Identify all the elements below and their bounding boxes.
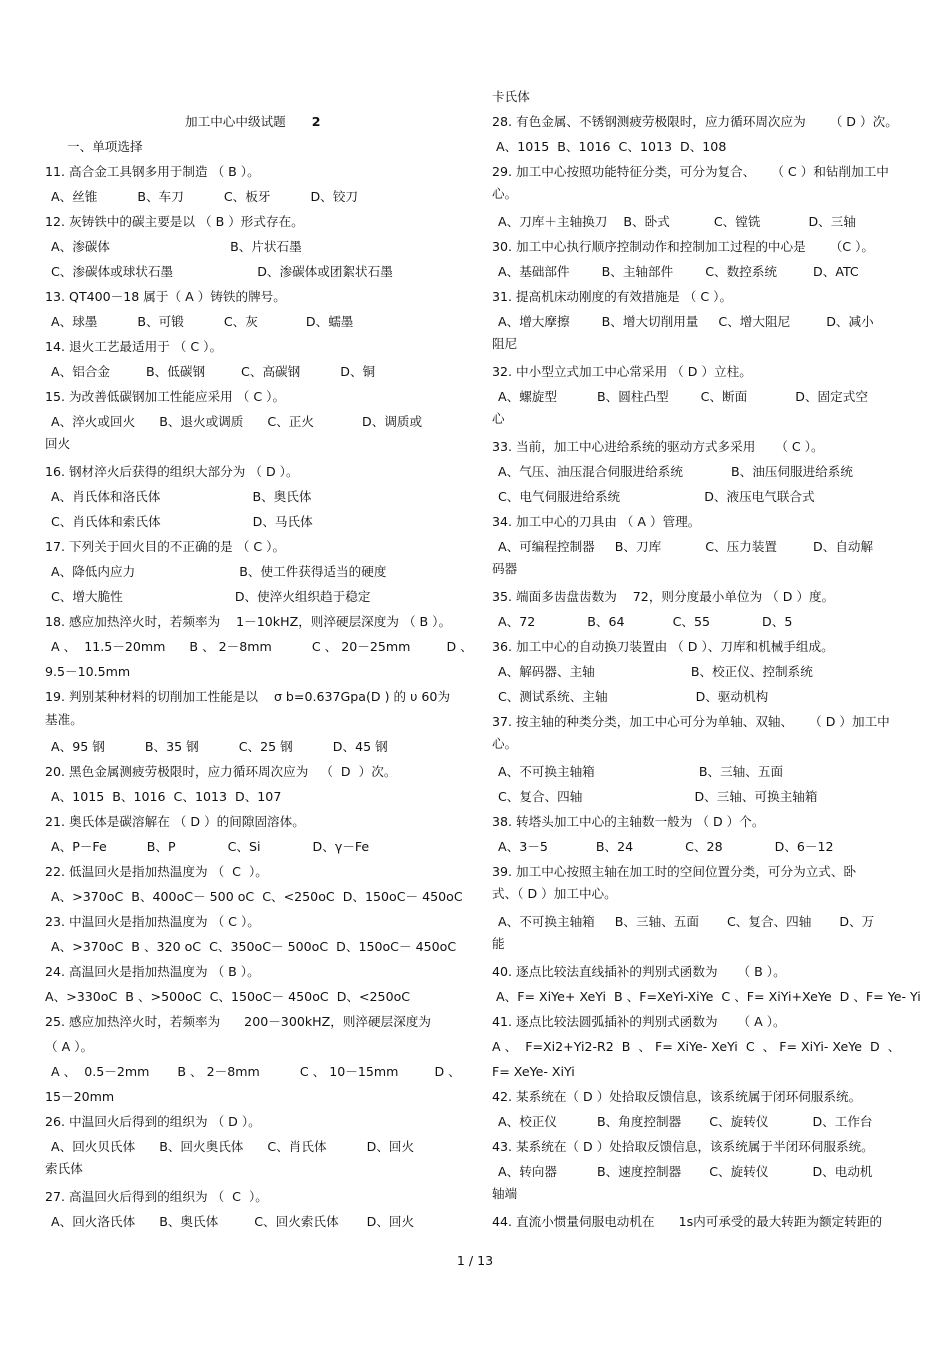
text-line: 式、（ D ）加工中心。 — [492, 886, 617, 901]
text-line: A、螺旋型 B、圆柱凸型 C、断面 D、固定式空 — [498, 389, 868, 404]
text-line: 14. 退火工艺最适用于 （ C ）。 — [45, 339, 223, 354]
text-line: A、1015 B、1016 C、1013 D、107 — [51, 789, 282, 804]
text-line: A、渗碳体 B、片状石墨 — [51, 239, 302, 254]
text-line: A、P－Fe B、P C、Si D、γ－Fe — [51, 839, 370, 854]
text-line: 阻尼 — [492, 336, 518, 351]
text-line: 41. 逐点比较法圆弧插补的判别式函数为 （ A ）。 — [492, 1014, 786, 1029]
text-line: A 、 11.5－20mm B 、 2－8mm C 、 20－25mm D 、 — [51, 639, 473, 654]
text-line: A、校正仪 B、角度控制器 C、旋转仪 D、工作台 — [498, 1114, 873, 1129]
text-line: C、复合、四轴 D、三轴、可换主轴箱 — [498, 789, 818, 804]
text-line: A、72 B、64 C、55 D、5 — [498, 614, 793, 629]
text-line: A、回火洛氏体 B、奥氏体 C、回火索氏体 D、回火 — [51, 1214, 415, 1229]
text-line: A、F= XiYe+ XeYi B 、F=XeYi-XiYe C 、F= XiYi+XeYe D 、F= Ye- Yi — [496, 989, 921, 1004]
text-line: 卡氏体 — [492, 89, 530, 104]
text-line: （ A ）。 — [45, 1039, 94, 1054]
text-line: A、气压、油压混合伺服进给系统 B、油压伺服进给系统 — [498, 464, 853, 479]
text-line: 11. 高合金工具钢多用于制造 （ B ）。 — [45, 164, 260, 179]
text-line: A、淬火或回火 B、退火或调质 C、正火 D、调质或 — [51, 414, 423, 429]
text-line: 21. 奥氏体是碳溶解在 （ D ）的间隙固溶体。 — [45, 814, 305, 829]
text-line: A、丝锥 B、车刀 C、板牙 D、铰刀 — [51, 189, 358, 204]
text-line: 35. 端面多齿盘齿数为 72，则分度最小单位为 （ D ）度。 — [492, 589, 835, 604]
text-line: 43. 某系统在（ D ）处拾取反馈信息，该系统属于半闭环伺服系统。 — [492, 1139, 874, 1154]
text-line: A 、 F=Xi2+Yi2-R2 B 、 F= XiYe- XeYi C 、 F= XiYi- XeYe D 、 — [492, 1039, 901, 1054]
text-line: A、95 钢 B、35 钢 C、25 钢 D、45 钢 — [51, 739, 388, 754]
text-line: A、可编程控制器 B、刀库 C、压力装置 D、自动解 — [498, 539, 874, 554]
text-line: 心 — [492, 411, 505, 426]
text-line: A、增大摩擦 B、增大切削用量 C、增大阻尼 D、减小 — [498, 314, 874, 329]
text-line: 心。 — [492, 186, 518, 201]
text-line: A、回火贝氏体 B、回火奥氏体 C、肖氏体 D、回火 — [51, 1139, 415, 1154]
text-line: 23. 中温回火是指加热温度为 （ C ）。 — [45, 914, 260, 929]
text-line: 15. 为改善低碳钢加工性能应采用 （ C ）。 — [45, 389, 286, 404]
text-line: 32. 中小型立式加工中心常采用 （ D ）立柱。 — [492, 364, 752, 379]
text-line: 12. 灰铸铁中的碳主要是以 （ B ）形式存在。 — [45, 214, 304, 229]
text-line: A、>370oC B、400oC－ 500 oC C、<250oC D、150oC－ 450oC — [51, 889, 463, 904]
text-line: A、球墨 B、可锻 C、灰 D、蠕墨 — [51, 314, 354, 329]
text-line: 16. 钢材淬火后获得的组织大部分为 （ D ）。 — [45, 464, 299, 479]
text-line: A、刀库＋主轴换刀 B、卧式 C、镗铣 D、三轴 — [498, 214, 856, 229]
text-line: 33. 当前，加工中心进给系统的驱动方式多采用 （ C ）。 — [492, 439, 824, 454]
text-line: C、测试系统、主轴 D、驱动机构 — [498, 689, 769, 704]
text-line: A、肖氏体和洛氏体 B、奥氏体 — [51, 489, 312, 504]
text-line: 26. 中温回火后得到的组织为 （ D ）。 — [45, 1114, 261, 1129]
text-line: 基准。 — [45, 712, 83, 727]
text-line: 38. 转塔头加工中心的主轴数一般为 （ D ）个。 — [492, 814, 765, 829]
text-line: 31. 提高机床动刚度的有效措施是 （ C ）。 — [492, 289, 733, 304]
text-line: A、转向器 B、速度控制器 C、旋转仪 D、电动机 — [498, 1164, 873, 1179]
text-line: 13. QT400－18 属于（ A ）铸铁的牌号。 — [45, 289, 286, 304]
text-line: 36. 加工中心的自动换刀装置由 （ D ）、刀库和机械手组成。 — [492, 639, 834, 654]
text-line: 能 — [492, 936, 505, 951]
text-line: 轴端 — [492, 1186, 518, 1201]
text-line: A 、 0.5－2mm B 、 2－8mm C 、 10－15mm D 、 — [51, 1064, 461, 1079]
text-line: C、肖氏体和索氏体 D、马氏体 — [51, 514, 313, 529]
text-line: 19. 判别某种材料的切削加工性能是以 σ b=0.637Gpa(D ) 的 υ 60为 — [45, 689, 451, 704]
text-line: 25. 感应加热淬火时，若频率为 200－300kHZ，则淬硬层深度为 — [45, 1014, 431, 1029]
title-number: 2 — [311, 114, 321, 129]
text-line: 22. 低温回火是指加热温度为 （ C ）。 — [45, 864, 268, 879]
text-line: 20. 黑色金属测疲劳极限时，应力循环周次应为 （ D ）次。 — [45, 764, 397, 779]
text-line: 一、单项选择 — [67, 139, 143, 154]
text-line: 42. 某系统在（ D ）处拾取反馈信息，该系统属于闭环伺服系统。 — [492, 1089, 862, 1104]
page-number: 1 / 13 — [456, 1253, 494, 1268]
text-line: 40. 逐点比较法直线插补的判别式函数为 （ B ）。 — [492, 964, 786, 979]
text-line: 28. 有色金属、不锈钢测疲劳极限时，应力循环周次应为 （ D ）次。 — [492, 114, 898, 129]
text-line: 44. 直流小惯量伺服电动机在 1s内可承受的最大转距为额定转距的 — [492, 1214, 883, 1229]
text-line: C、增大脆性 D、使淬火组织趋于稳定 — [51, 589, 371, 604]
text-line: 24. 高温回火是指加热温度为 （ B ）。 — [45, 964, 260, 979]
text-line: 39. 加工中心按照主轴在加工时的空间位置分类，可分为立式、卧 — [492, 864, 857, 879]
text-line: 34. 加工中心的刀具由 （ A ）管理。 — [492, 514, 701, 529]
text-line: A、1015 B、1016 C、1013 D、108 — [496, 139, 727, 154]
text-line: C、电气伺服进给系统 D、液压电气联合式 — [498, 489, 815, 504]
text-line: A、>330oC B 、>500oC C、150oC－ 450oC D、<250oC — [45, 989, 411, 1004]
text-line: A、3－5 B、24 C、28 D、6－12 — [498, 839, 834, 854]
text-line: 30. 加工中心执行顺序控制动作和控制加工过程的中心是 （C ）。 — [492, 239, 874, 254]
text-line: A、基础部件 B、主轴部件 C、数控系统 D、ATC — [498, 264, 859, 279]
text-line: 15－20mm — [45, 1089, 115, 1104]
text-line: 码器 — [492, 561, 518, 576]
text-line: A、铝合金 B、低碳钢 C、高碳钢 D、铜 — [51, 364, 376, 379]
text-line: F= XeYe- XiYi — [492, 1064, 575, 1079]
text-line: 17. 下列关于回火目的不正确的是 （ C ）。 — [45, 539, 286, 554]
text-line: 27. 高温回火后得到的组织为 （ C ）。 — [45, 1189, 268, 1204]
text-line: 索氏体 — [45, 1161, 83, 1176]
text-line: 18. 感应加热淬火时，若频率为 1－10kHZ，则淬硬层深度为 （ B ）。 — [45, 614, 452, 629]
text-line: A、>370oC B 、320 oC C、350oC－ 500oC D、150oC－ 450oC — [51, 939, 457, 954]
text-line: A、不可换主轴箱 B、三轴、五面 C、复合、四轴 D、万 — [498, 914, 875, 929]
text-line: A、解码器、主轴 B、校正仪、控制系统 — [498, 664, 813, 679]
text-line: 心。 — [492, 736, 518, 751]
text-line: 回火 — [45, 436, 71, 451]
text-line: 29. 加工中心按照功能特征分类，可分为复合、 （ C ）和钻削加工中 — [492, 164, 889, 179]
text-line: C、渗碳体或球状石墨 D、渗碳体或团絮状石墨 — [51, 264, 393, 279]
text-line: 9.5－10.5mm — [45, 664, 131, 679]
text-line: 37. 按主轴的种类分类，加工中心可分为单轴、双轴、 （ D ）加工中 — [492, 714, 890, 729]
text-line: 加工中心中级试题 2 — [185, 114, 321, 129]
text-line: A、不可换主轴箱 B、三轴、五面 — [498, 764, 784, 779]
text-line: A、降低内应力 B、使工件获得适当的硬度 — [51, 564, 387, 579]
